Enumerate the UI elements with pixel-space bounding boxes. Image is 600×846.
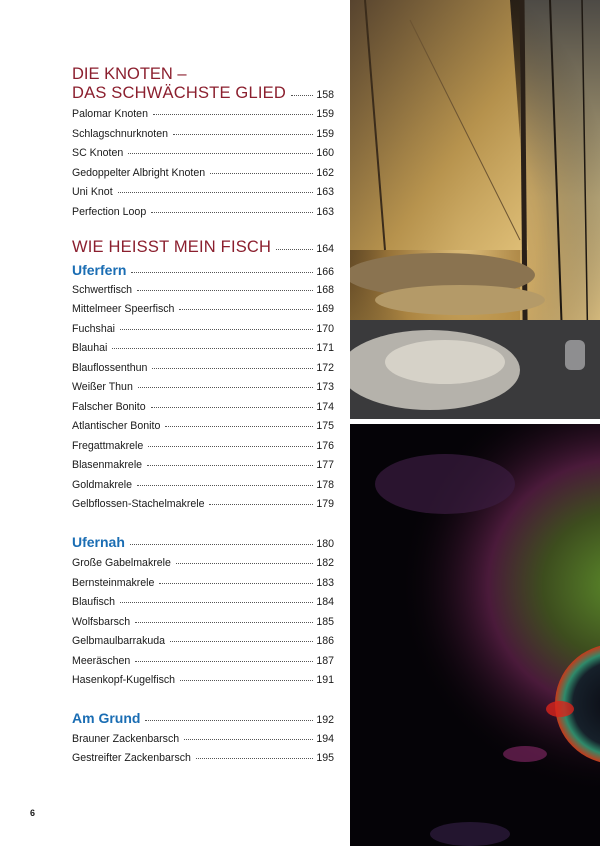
entry-label: Bernsteinmakrele [72,577,155,589]
dot-leader [131,272,313,273]
dot-leader [130,544,313,545]
entry-label: Meeräschen [72,655,131,667]
section-title: Am Grund [72,710,141,726]
dot-leader [209,504,313,505]
page-ref: 174 [316,401,334,413]
toc-section-ufernah[interactable] [72,534,334,550]
entry-label: Mittelmeer Speerfisch [72,303,175,315]
page-number: 6 [30,808,36,818]
entry-label: Gelbflossen-Stachelmakrele [72,498,205,510]
toc-entry[interactable] [72,362,334,374]
page-ref: 160 [316,147,334,159]
toc-entry[interactable] [72,577,334,589]
toc-entry[interactable] [72,498,334,510]
page-ref: 183 [316,577,334,589]
section-title: Uferfern [72,262,127,278]
dot-leader [145,720,313,721]
page-ref: 195 [316,752,334,764]
page-ref: 194 [316,733,334,745]
toc-entry[interactable] [72,674,334,686]
dot-leader [148,446,313,447]
page-ref: 177 [316,459,334,471]
sailboat-illustration [350,0,600,419]
page-ref: 180 [316,538,334,550]
entry-label: Gelbmaulbarrakuda [72,635,166,647]
dot-leader [170,641,313,642]
toc-entry[interactable] [72,655,334,667]
chapter-title-line2: DAS SCHWÄCHSTE GLIED [72,84,286,102]
section-title: Ufernah [72,534,125,550]
page-ref: 187 [316,655,334,667]
toc-section-am-grund[interactable] [72,710,334,726]
entry-label: Uni Knot [72,186,113,198]
fish-eye-illustration [350,424,600,846]
toc-entry[interactable] [72,401,334,413]
toc-entry[interactable] [72,303,334,315]
entry-label: Fregattmakrele [72,440,144,452]
page-ref: 163 [316,186,334,198]
toc-entry[interactable] [72,323,334,335]
dot-leader [151,407,314,408]
entry-label: Falscher Bonito [72,401,146,413]
page-ref: 186 [316,635,334,647]
page-ref: 172 [316,362,334,374]
toc-entry[interactable] [72,440,334,452]
entry-label: Weißer Thun [72,381,133,393]
page-ref: 163 [316,206,334,218]
page-ref: 168 [316,284,334,296]
fish-eye-photo [350,424,600,846]
dot-leader [276,249,313,250]
entry-label: Perfection Loop [72,206,147,218]
dot-leader [135,661,313,662]
page-ref: 176 [316,440,334,452]
entry-label: SC Knoten [72,147,124,159]
dot-leader [138,387,313,388]
dot-leader [120,329,313,330]
dot-leader [179,309,313,310]
toc-entry[interactable] [72,557,334,569]
page-ref: 159 [316,128,334,140]
dot-leader [137,290,313,291]
page-ref: 191 [316,674,334,686]
dot-leader [165,426,313,427]
dot-leader [120,602,313,603]
entry-label: Blasenmakrele [72,459,143,471]
toc-entry[interactable] [72,167,334,179]
entry-label: Palomar Knoten [72,108,148,120]
dot-leader [176,563,313,564]
sailboat-photo [350,0,600,419]
dot-leader [135,622,313,623]
toc-entry[interactable] [72,733,334,745]
page-ref: 159 [316,108,334,120]
dot-leader [291,95,313,96]
page-ref: 184 [316,596,334,608]
toc-entry[interactable] [72,128,334,140]
toc-chapter-knoten[interactable] [72,84,334,103]
dot-leader [180,680,313,681]
entry-label: Atlantischer Bonito [72,420,161,432]
entry-label: Blauflossenthun [72,362,148,374]
dot-leader [152,368,313,369]
dot-leader [112,348,313,349]
toc-entry[interactable] [72,752,334,764]
dot-leader [118,192,314,193]
page-ref: 185 [316,616,334,628]
page-ref: 192 [316,714,334,726]
toc-entry[interactable] [72,459,334,471]
page-ref: 173 [316,381,334,393]
toc-entry[interactable] [72,108,334,120]
chapter-title-line1: DIE KNOTEN – [72,65,187,83]
dot-leader [128,153,313,154]
dot-leader [210,173,313,174]
entry-label: Fuchshai [72,323,115,335]
entry-label: Gedoppelter Albright Knoten [72,167,206,179]
page-ref: 171 [316,342,334,354]
entry-label: Wolfsbarsch [72,616,131,628]
dot-leader [153,114,313,115]
page-ref: 162 [316,167,334,179]
entry-label: Goldmakrele [72,479,133,491]
entry-label: Blaufisch [72,596,115,608]
page-ref: 175 [316,420,334,432]
dot-leader [173,134,313,135]
page-ref: 166 [316,266,334,278]
page-ref: 178 [316,479,334,491]
toc-chapter-fisch[interactable] [72,238,334,257]
toc-entry[interactable] [72,420,334,432]
toc-entry[interactable] [72,381,334,393]
page-ref: 179 [316,498,334,510]
chapter-title: WIE HEISST MEIN FISCH [72,238,272,256]
toc-entry[interactable] [72,147,334,159]
entry-label: Hasenkopf-Kugelfisch [72,674,176,686]
toc-entry[interactable] [72,635,334,647]
toc-section-uferfern[interactable] [72,262,334,278]
entry-label: Blauhai [72,342,108,354]
dot-leader [196,758,313,759]
page-ref: 158 [316,89,334,101]
entry-label: Schlagschnurknoten [72,128,168,140]
page-ref: 164 [316,243,334,255]
dot-leader [147,465,313,466]
dot-leader [151,212,313,213]
dot-leader [137,485,313,486]
dot-leader [184,739,313,740]
toc-entry[interactable] [72,596,334,608]
page-ref: 182 [316,557,334,569]
page-ref: 169 [316,303,334,315]
toc-entry[interactable] [72,479,334,491]
entry-label: Brauner Zackenbarsch [72,733,180,745]
dot-leader [159,583,313,584]
toc-entry[interactable] [72,342,334,354]
toc-entry[interactable] [72,284,334,296]
toc-entry[interactable] [72,616,334,628]
toc-entry[interactable] [72,206,334,218]
entry-label: Große Gabelmakrele [72,557,171,569]
entry-label: Schwertfisch [72,284,133,296]
entry-label: Gestreifter Zackenbarsch [72,752,191,764]
page-ref: 170 [316,323,334,335]
toc-entry[interactable] [72,186,334,198]
